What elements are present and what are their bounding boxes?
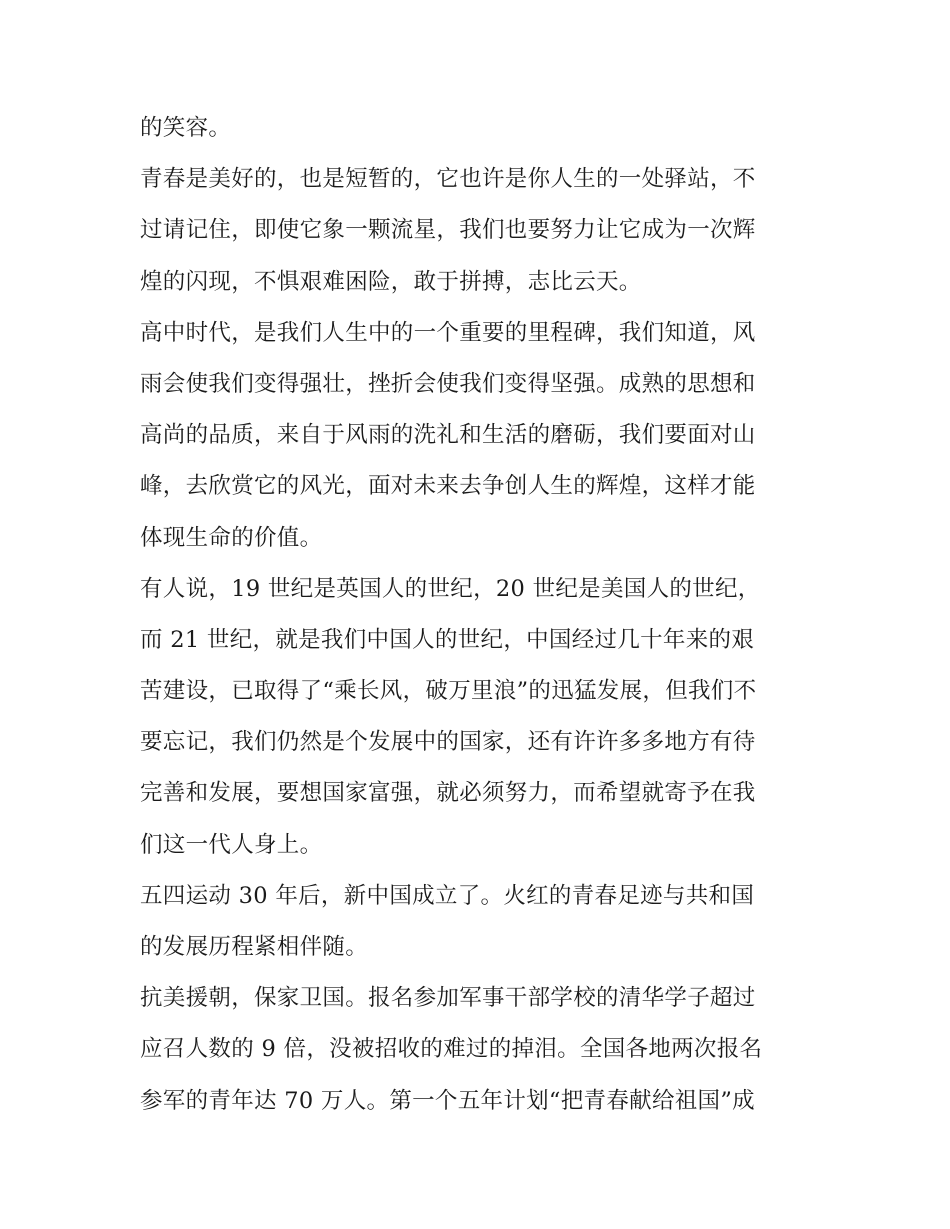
text-line: 的笑容。 [140,115,232,141]
text-line: 体现生命的价值。 [140,524,323,551]
text-line: 的发展历程紧相伴随。 [140,934,369,960]
text-line: 而 21 世纪，就是我们中国人的世纪，中国经过几十年来的艰 [140,626,755,653]
text-line: 有人说，19 世纪是英国人的世纪，20 世纪是美国人的世纪， [140,575,761,602]
text-line: 高中时代，是我们人生中的一个重要的里程碑，我们知道，风 [140,319,756,346]
text-line: 完善和发展，要想国家富强，就必须努力，而希望就寄予在我 [140,780,756,807]
text-line: 要忘记，我们仍然是个发展中的国家，还有许许多多地方有待 [140,729,756,756]
text-line: 过请记住，即使它象一颗流星，我们也要努力让它成为一次辉 [140,217,756,244]
text-line: 雨会使我们变得强壮，挫折会使我们变得坚强。成熟的思想和 [140,370,756,397]
text-line: 抗美援朝，保家卫国。报名参加军事干部学校的清华学子超过 [140,985,756,1012]
text-line: 青春是美好的，也是短暂的，它也许是你人生的一处驿站，不 [140,166,756,193]
text-line: 应召人数的 9 倍，没被招收的难过的掉泪。全国各地两次报名 [140,1036,763,1063]
text-line: 高尚的品质，来自于风雨的洗礼和生活的磨砺，我们要面对山 [140,422,756,449]
text-line: 苦建设，已取得了“乘长风，破万里浪”的迅猛发展，但我们不 [140,678,757,705]
text-line: 煌的闪现，不惧艰难困险，敢于拼搏，志比云天。 [140,268,642,295]
text-line: 峰，去欣赏它的风光，面对未来去争创人生的辉煌，这样才能 [140,473,756,500]
text-line: 参军的青年达 70 万人。第一个五年计划“把青春献给祖国”成 [140,1087,755,1114]
body-text [140,103,820,1127]
text-line: 们这一代人身上。 [140,831,323,858]
text-line: 五四运动 30 年后，新中国成立了。火红的青春足迹与共和国 [140,882,755,909]
